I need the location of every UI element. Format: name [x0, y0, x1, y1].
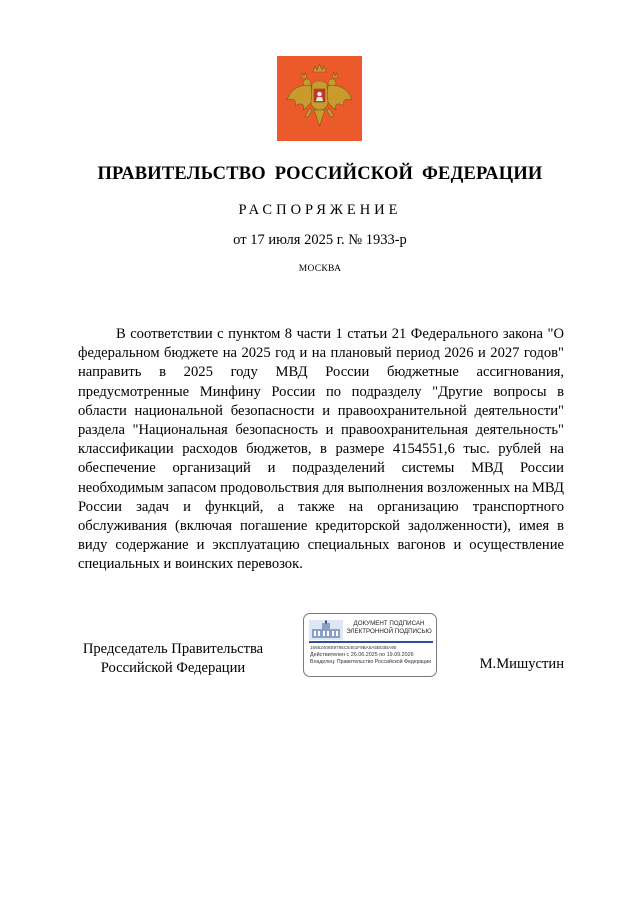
electronic-signature-stamp [303, 613, 437, 677]
stamp-title: ДОКУМЕНТ ПОДПИСАН ЭЛЕКТРОННОЙ ПОДПИСЬЮ [346, 620, 432, 635]
stamp-serial: 16662406E9795C5451F9BA5A5B03BA90 [310, 645, 397, 650]
stamp-validity: Действителен с 26.06.2025 по 19.09.2026 [310, 652, 414, 658]
signer-position [78, 640, 268, 678]
document-date-number: от 17 июля 2025 г. № 1933-р [233, 232, 407, 248]
document-type: РАСПОРЯЖЕНИЕ [238, 202, 402, 218]
government-building-icon [309, 620, 343, 640]
stamp-divider [309, 641, 433, 643]
coat-of-arms-icon [277, 56, 362, 141]
signer-position-line1: Председатель Правительства [82, 641, 264, 657]
stamp-owner: Владелец: Правительство Российской Федерации [310, 659, 432, 665]
document-city: МОСКВА [298, 264, 342, 274]
signer-name: М.Мишустин [479, 656, 564, 672]
signer-position-line2: Российской Федерации [100, 660, 246, 676]
order-paragraph: В соответствии с пунктом 8 части 1 статьи 21 Федерального закона "О федеральном бюджете на 2025 год и на плановый период 2026 и 2027 годов" направить в 2025 году МВД России бюджетные ассигнования, предусмотренные Минфину России по подразделу "Другие вопросы в области национальной безопасности и правоохранительной деятельности" раздела "Национальная безопасность и правоохранительная деятельность" классификации расходов бюджетов, в размере 4154551,6 тыс. рублей на обеспечение организаций и подразделений системы МВД России необходимым запасом продовольствия для выполнения возложенных на МВД России задач и функций, а также на организацию транспортного обслуживания (включая погашение кредиторской задолженности), имея в виду содержание и эксплуатацию специальных вагонов и осуществление специальных и воинских перевозок. [78, 326, 564, 573]
government-title: ПРАВИТЕЛЬСТВО РОССИЙСКОЙ ФЕДЕРАЦИИ [97, 164, 543, 184]
